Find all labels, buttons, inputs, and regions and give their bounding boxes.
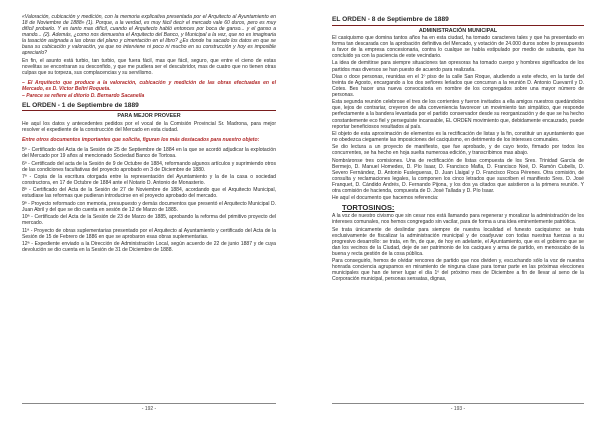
footnote-line: – El Arquitecto que produce a la valoración, cubicación y medición de las obras efectuadas en el Mercado, es D. Víctor Beltrí Roqueta. <box>22 80 276 93</box>
document-item: 10ª - Certificado del Acta de la Sesión de 23 de Marzo de 1885, aprobando la reforma del primitivo proyecto del mercado. <box>22 214 276 227</box>
document-item: 11ª - Proyecto de obras suplementarias presentado por el Arquitecto al Ayuntamiento y certificado del Acta de la Sesión de 15 de Febrero de 1886 en que se aprobaron esas obras suplementarias. <box>22 227 276 240</box>
body-paragraph: El casiquismo que domina tantos años ha en esta ciudad, ha tomado caracteres tales y que ha presentado en forma tan descarada con la aprobación definitiva del Mercado, y votación de 24.000 duros sobre lo presupuesto a favor de la empresa concesionaria, contra lo cualque se había estipulado por medio de subasta, que ha concluido ya con la paciencia de este vecindario. <box>332 35 584 60</box>
section-title: PARA MEJOR PROVEER <box>117 113 181 119</box>
body-paragraph: Se dio lectura a un proyecto de manifiesto, que fue aprobado, y de cuyo texto, firmado por todos los concurrentes, se ha hecho en hoja suelta numerosa edición, y transcribimos mas abajo. <box>332 144 584 157</box>
page-number-right: - 193 - <box>332 403 584 412</box>
manifesto-paragraph: Se trata únicamente de deslindar para siempre de nuestra localidad el funesto caciquismo: se trata exclusivamente de fiscalizar la administración municipal y de coadyuvar con todas nuestras fuerzas a su progresivo desarrollo: se trata, en fin, de que, de hoy en adelante, el Ayuntamiento, que es el gobierno que se dan los vecinos de la Ciudad, deje de ser patrimonio de los caciques y arma de partido, en menoscabo de la buena y recta gestión de la cosa pública. <box>332 226 584 257</box>
right-page <box>332 14 584 284</box>
manifesto-paragraph: Para conseguirlo, hemos de olvidar rencores de partido que nos dividen y, escuchando sólo la voz de nuestra honrada conciencia agrupamos en miramiento de ninguna clase para tomar parte en las próximas elecciones municipales que han de tener lugar el día 1º del próximo mes de Diciembre a fin de llevar al seno de la Corporación municipal, personas sensatas, dignas, <box>332 258 584 283</box>
intro-paragraph: En fin, el asunto está turbio, tan turbio, que fuera fácil, mas que fácil, seguro, que entre el cieno de estas novelitas se encontraran su desconfido, y que me pudiera ser el descubridor, mas de cuatro que no tienen otras culpas que su torpeza, sus complacencias y su servilismo. <box>22 57 276 76</box>
document-item: 9ª - Proyecto reformado con memoria, presupuesto y demás documentos que presentó el Arquitecto Municipal D. Juan Abril y del que se dio cuenta en sesión de 12 de Marzo de 1885. <box>22 200 276 213</box>
page-number-left: - 192 - <box>22 403 276 412</box>
document-item: 5ª - Certificado del Acta de la Sesión de 25 de Septiembre de 1884 en la que se acordó adjudicar la explotación del Mercado por 19 años al mencionado Sociedad Banco de Tortosa. <box>22 147 276 160</box>
body-paragraph: La idea de demitirse para siempre situaciones tan opresoras ha tomado cuerpo y hombres significados de los partidos mas diversos se han puesto de acuerdo para realizarla. <box>332 60 584 73</box>
document-item: 6ª - Certificado del acta de la Sesión de 9 de Octubre de 1884, reformando algunos artículos y suprimiendo otros de las condiciones facultativas del proyecto aprobado en 3 de Diciembre de 1880. <box>22 160 276 173</box>
body-paragraph: Nombráronse tres comisiones. Una de rectificación de listas compuesta de los Sres. Trinidad García de Bermejo, D. Manuel Homedes, D. Pío Isaar, D. Francisco Mafla, D. Francisco Noé, D. Ramón Cubells, D. Severo Fernández, D. Antonio Fuslegueras, D. Juan Llaigal y D. Francisco Roca Pérenes. Otra comisión, de consulta y reclamaciones legales, la componen los cinco letrados que suscriben el manifiesto Sres. D. José Franquet, D. Cándido Andrés, D. Fernando Pijona, y los dos ya citados que asistieron a la primera reunión. Y otra comisión de hacienda, compuesta de D. José Tallada y D. Pío Isaar. <box>332 157 584 194</box>
section-intro: He aquí los datos y antecedentes pedidos por el vocal de la Comisión Provincial Sr. Madrona, para mejor resolver el expediente de la construcción del Mercado en esta ciudad. <box>22 120 276 133</box>
document-item: 8ª - Certificado del Acta de la Sesión de 27 de Noviembre de 1884, acordando que el Arquitecto Municipal, estudiase las reformas que pudieran introducirse en el proyecto aprobado del mercado. <box>22 187 276 200</box>
section-heading: EL ORDEN - 1 de Septiembre de 1889 <box>22 102 276 112</box>
document-item: 7ª - Copia de la escritura otorgada entre la representación del Ayuntamiento y la de la casa o sociedad constructora, en 17 de Octubre de 1884 ante el Notario D. Antonio de Monasterio. <box>22 174 276 187</box>
manifesto-heading: TORTOSINOS: <box>342 203 395 213</box>
highlight-note: Entre otros documentos importantes que solicita, figuran los más destacados para nuestro objeto: <box>22 136 260 143</box>
section-title: ADMINISTRACIÓN MUNICIPAL <box>418 27 498 34</box>
body-paragraph: El objeto de esta aproximación de elementos es la rectificación de listas y la fin, constituir un ayuntamiento que no obedezca ciegamente las imposiciones del caciquismo, en detrimento de los intereses comunales. <box>332 130 584 143</box>
manifesto-paragraph: A la voz de nuestro civismo que sin cesar nos está llamando para regenerar y moralizar la administración de los intereses comunales, nos hemos congregado sin vacilar, para de forma a una idea eminentemente patriótica. <box>332 213 584 226</box>
intro-paragraph: «Valoración, cubicación y medición, con la memoria explicativa presentada por el Arquitecto al Ayuntamiento en 18 de Noviembre de 1888» (1). Porque, a la verdad, es muy fácil decir el mercado vale 60 duros, pero es muy difícil probarlo. Y es tanto mas difícil, cuando el Arquitecto habló entonces por boca de ganso... y el ganso a mando... (2). Además, ¿como nos demuestra el Arquitecto del Banco, y Municipal a la vez, que no es imaginaria la tasación asignada a las obras del plano y cimentación en el libro? ¿Es donde ha sacado los datos en que se basa su cubicación y valoración, ya que no interviene ni poco ni mucho en su construcción y hoy es imposible apreciarlo? <box>22 14 276 57</box>
body-paragraph: He aquí el documento que hacemos referencia: <box>332 195 439 202</box>
section-heading: EL ORDEN - 8 de Septiembre de 1889 <box>332 16 584 26</box>
left-page <box>22 14 276 254</box>
body-paragraph: Días o doce personas, reunidas en el 1º piso de la calle San Roque, aludiendo a este efecto, en la tarde del treinta de Agosto, encargando a los dos señores lerlados que concurran a la reunión D. Antonio Cuevarril y D. Cotes. Bes hacer una nueva convocatoria en nombre de los congregados sobre una mayor número de personas. <box>332 73 584 99</box>
body-paragraph: Esta segunda reunión celebrose el tres de los corrientes y fueron invitados a ella amigos nuestros quedándolos que, lejos de contrariar, creyeron de alta conveniencia favorecer un movimiento tan simpático, que responde perfectamente a la bandera levantada por el partido conservador desde su reorganización y de que se ha hecho constantemente eco fiel y perseguiste incansable, EL ORDEN movimiento que, debidamente encauzado, puede reportar beneficiosos resultados al país. <box>332 99 584 130</box>
document-item: 12ª - Expediente enviado a la Dirección de Administración Local, según acuerdo de 22 de junio 1887 y de cuya devolución se dio cuenta en la Sesión de 31 de Diciembre de 1888. <box>22 240 276 254</box>
footnote-line: – Parece se refiere al ditorio D. Bernardo Sacanella <box>22 93 145 100</box>
